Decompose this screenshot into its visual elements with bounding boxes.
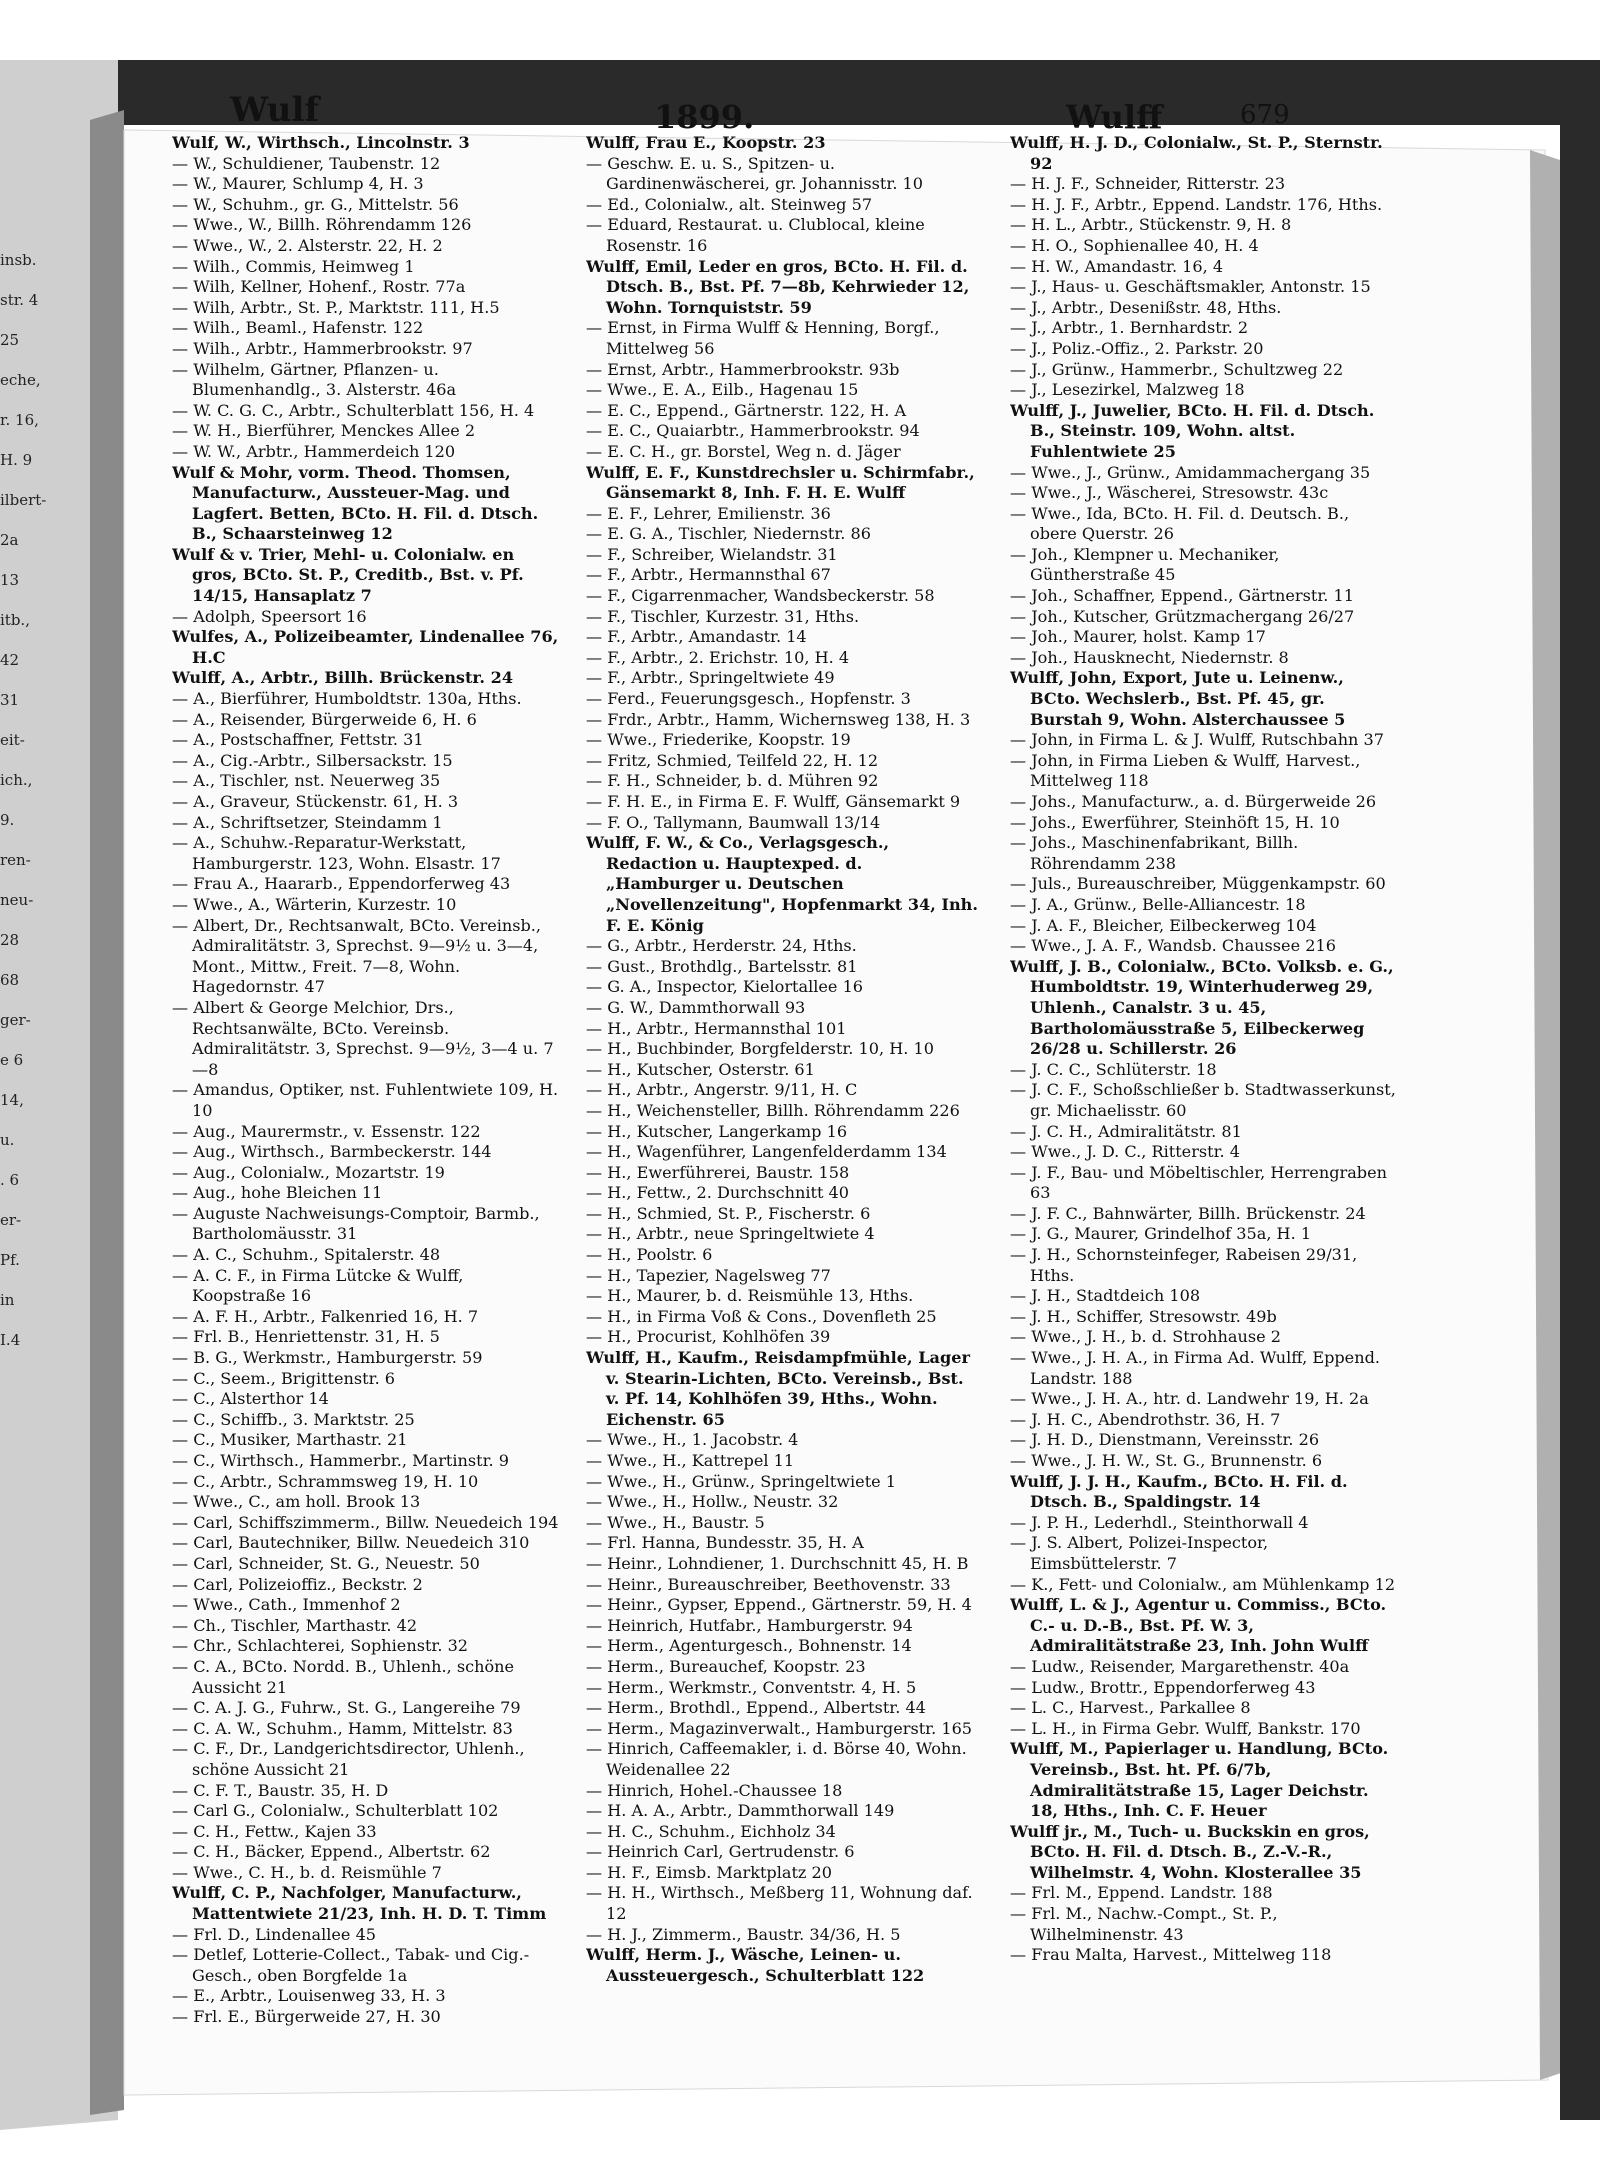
margin-fragment: neu- (0, 891, 34, 909)
directory-entry: — E., Arbtr., Louisenweg 33, H. 3 (172, 1986, 446, 2006)
directory-entry: — Aug., Colonialw., Mozartstr. 19 (172, 1162, 445, 1182)
directory-entry: — H., Kutscher, Osterstr. 61 (586, 1059, 815, 1079)
directory-entry: — Wwe., J. H. W., St. G., Brunnenstr. 6 (1010, 1451, 1323, 1470)
directory-entry: — Albert & George Melchior, Drs., Rechtsanwälte, BCto. Vereinsb. Admiralitätstr. 3, Sprechst. 9—9½, 3—4 u. 7—8 (172, 997, 554, 1079)
directory-entry: — J. S. Albert, Polizei-Inspector, Eimsbüttelerstr. 7 (1010, 1533, 1269, 1573)
directory-entry: Wulff, J. J. H., Kaufm., BCto. H. Fil. d. Dtsch. B., Spaldingstr. 14 (1010, 1471, 1348, 1512)
directory-entry: — Wilh., Commis, Heimweg 1 (172, 256, 415, 276)
directory-entry: — Wwe., J. A. F., Wandsb. Chaussee 216 (1010, 936, 1336, 956)
directory-entry: — H. J., Zimmerm., Baustr. 34/36, H. 5 (586, 1924, 901, 1944)
directory-entry: — Detlef, Lotterie-Collect., Tabak- und Cig.-Gesch., oben Borgfelde 1a (172, 1945, 530, 1985)
directory-entry: — Wwe., J. D. C., Ritterstr. 4 (1010, 1142, 1241, 1162)
directory-column-2 (586, 133, 981, 2038)
directory-entry: — C. A., BCto. Nordd. B., Uhlenh., schöne Aussicht 21 (172, 1656, 515, 1697)
directory-entry: — W. W., Arbtr., Hammerdeich 120 (172, 441, 456, 461)
directory-entry: — F., Arbtr., 2. Erichstr. 10, H. 4 (586, 647, 850, 667)
margin-fragment: in (0, 1291, 15, 1309)
directory-column-1 (172, 133, 562, 2038)
directory-entry: — Chr., Schlachterei, Sophienstr. 32 (172, 1636, 469, 1656)
scanner-bed-right (1560, 60, 1600, 2120)
directory-entry: — Wwe., J. H. A., htr. d. Landwehr 19, H. 2a (1010, 1389, 1369, 1409)
directory-entry: — J., Haus- u. Geschäftsmakler, Antonstr. 15 (1010, 277, 1371, 297)
directory-entry: — H., Procurist, Kohlhöfen 39 (586, 1327, 831, 1347)
directory-entry: — Eduard, Restaurat. u. Clublocal, kleine Rosenstr. 16 (586, 215, 925, 255)
directory-entry: — Wilh., Beaml., Hafenstr. 122 (172, 318, 424, 338)
directory-entry: Wulf & Mohr, vorm. Theod. Thomsen, Manufacturw., Aussteuer-Mag. und Lagfert. Betten, BCto. H. Fil. d. Dtsch. B., Schaarsteinweg 12 (172, 462, 539, 544)
directory-entry: — Ferd., Feuerungsgesch., Hopfenstr. 3 (586, 689, 911, 709)
directory-entry: — H., Ewerführerei, Baustr. 158 (586, 1162, 850, 1182)
directory-entry: — H. L., Arbtr., Stückenstr. 9, H. 8 (1010, 215, 1292, 235)
directory-entry: Wulff, A., Arbtr., Billh. Brückenstr. 24 (172, 668, 514, 688)
directory-entry: Wulff, C. P., Nachfolger, Manufacturw., Mattentwiete 21/23, Inh. H. D. T. Timm (172, 1883, 547, 1924)
directory-entry: — G., Arbtr., Herderstr. 24, Hths. (586, 936, 857, 956)
directory-entry: — A., Bierführer, Humboldtstr. 130a, Hths. (172, 689, 522, 709)
directory-entry: — John, in Firma L. & J. Wulff, Rutschbahn 37 (1010, 730, 1385, 750)
directory-entry: — J. G., Maurer, Grindelhof 35a, H. 1 (1010, 1224, 1312, 1244)
directory-entry: — Ludw., Brottr., Eppendorferweg 43 (1010, 1677, 1316, 1697)
directory-entry: — H., Arbtr., Hermannsthal 101 (586, 1018, 847, 1038)
directory-entry: — H., Wagenführer, Langenfelderdamm 134 (586, 1142, 947, 1162)
directory-entry: — E. F., Lehrer, Emilienstr. 36 (586, 503, 831, 523)
margin-fragment: ren- (0, 851, 31, 869)
directory-entry: — Wwe., Cath., Immenhof 2 (172, 1595, 401, 1615)
margin-fragment: H. 9 (0, 451, 33, 469)
directory-entry: — Wwe., C. H., b. d. Reismühle 7 (172, 1862, 442, 1882)
margin-fragment: ich., (0, 771, 33, 789)
directory-entry: — Auguste Nachweisungs-Comptoir, Barmb., Bartholomäusstr. 31 (172, 1203, 540, 1244)
directory-entry: — C., Musiker, Marthastr. 21 (172, 1430, 408, 1450)
directory-entry: — J. F., Bau- und Möbeltischler, Herrengraben 63 (1010, 1162, 1387, 1203)
directory-entry: — C. H., Bäcker, Eppend., Albertstr. 62 (172, 1842, 491, 1862)
directory-entry: — J. F. C., Bahnwärter, Billh. Brückenstr. 24 (1010, 1203, 1366, 1223)
directory-entry: — A., Schuhw.-Reparatur-Werkstatt, Hamburgerstr. 123, Wohn. Elsastr. 17 (172, 833, 501, 873)
directory-entry: — H., Tapezier, Nagelsweg 77 (586, 1265, 831, 1285)
directory-entry: — J. A. F., Bleicher, Eilbeckerweg 104 (1010, 915, 1317, 935)
directory-entry: — Frl. B., Henriettenstr. 31, H. 5 (172, 1327, 440, 1347)
directory-entry: — Heinr., Bureauschreiber, Beethovenstr. 33 (586, 1574, 951, 1594)
directory-entry: — Frl. E., Bürgerweide 27, H. 30 (172, 2007, 441, 2027)
directory-entry: — B. G., Werkmstr., Hamburgerstr. 59 (172, 1348, 483, 1368)
book-spine (90, 110, 124, 2115)
directory-entry: — Wwe., W., 2. Alsterstr. 22, H. 2 (172, 235, 443, 255)
directory-entry: — Wilh, Arbtr., St. P., Marktstr. 111, H.5 (172, 297, 500, 317)
directory-entry: Wulff jr., M., Tuch- u. Buckskin en gros, BCto. H. Fil. d. Dtsch. B., Z.-V.-R., Wilhelmstr. 4, Wohn. Klosterallee 35 (1010, 1821, 1370, 1882)
directory-entry: Wulff, L. & J., Agentur u. Commiss., BCto. C.- u. D.-B., Bst. Pf. W. 3, Admiralitätstraße 23, Inh. John Wulff (1010, 1595, 1387, 1656)
directory-entry: — C., Alsterthor 14 (172, 1389, 329, 1409)
directory-entry: — F. H., Schneider, b. d. Mühren 92 (586, 771, 879, 791)
directory-entry: — Frau Malta, Harvest., Mittelweg 118 (1010, 1945, 1332, 1965)
directory-entry: — Geschw. E. u. S., Spitzen- u. Gardinenwäscherei, gr. Johannisstr. 10 (586, 153, 924, 194)
directory-entry: — J. H. C., Abendrothstr. 36, H. 7 (1010, 1409, 1281, 1429)
directory-entry: — F. H. E., in Firma E. F. Wulff, Gänsemarkt 9 (586, 792, 961, 811)
directory-entry: — H., Poolstr. 6 (586, 1245, 713, 1265)
directory-entry: — Wwe., H., Baustr. 5 (586, 1512, 765, 1532)
directory-entry: — W., Maurer, Schlump 4, H. 3 (172, 174, 424, 194)
directory-entry: — Joh., Kutscher, Grützmachergang 26/27 (1010, 606, 1355, 626)
directory-entry: Wulff, J. B., Colonialw., BCto. Volksb. e. G., Humboldtstr. 19, Winterhuderweg 29, Uhlenh., Canalstr. 3 u. 45, Bartholomäusstraße 5, Eilbeckerweg 26/28 u. Schillerstr. 26 (1010, 956, 1394, 1059)
directory-entry: — H. O., Sophienallee 40, H. 4 (1010, 235, 1259, 255)
directory-entry: Wulff, H. J. D., Colonialw., St. P., Sternstr. 92 (1010, 133, 1383, 173)
directory-entry: — Wilhelm, Gärtner, Pflanzen- u. Blumenhandlg., 3. Alsterstr. 46a (172, 359, 457, 400)
directory-entry: — K., Fett- und Colonialw., am Mühlenkamp 12 (1010, 1574, 1396, 1594)
directory-entry: Wulff, M., Papierlager u. Handlung, BCto. Vereinsb., Bst. ht. Pf. 6/7b, Admiralitätstraße 15, Lager Deichstr. 18, Hths., Inh. C. F. Heuer (1010, 1739, 1389, 1821)
directory-entry: — E. C. H., gr. Borstel, Weg n. d. Jäger (586, 441, 901, 461)
directory-entry: — C. A. J. G., Fuhrw., St. G., Langereihe 79 (172, 1698, 521, 1718)
running-head-left: Wulf (230, 90, 320, 130)
margin-fragment: str. 4 (0, 291, 39, 309)
directory-entry: — W. C. G. C., Arbtr., Schulterblatt 156, H. 4 (172, 400, 535, 420)
directory-entry: — Ed., Colonialw., alt. Steinweg 57 (586, 194, 873, 214)
facing-page-margin-text (0, 250, 52, 2100)
directory-entry: — Fritz, Schmied, Teilfeld 22, H. 12 (586, 750, 879, 770)
directory-entry: — C., Wirthsch., Hammerbr., Martinstr. 9 (172, 1451, 510, 1470)
directory-entry: — L. C., Harvest., Parkallee 8 (1010, 1698, 1251, 1718)
directory-entry: — Joh., Hausknecht, Niedernstr. 8 (1010, 647, 1289, 667)
directory-entry: — H. A. A., Arbtr., Dammthorwall 149 (586, 1801, 895, 1821)
running-head-year: 1899. (654, 98, 755, 136)
directory-column-3 (1010, 133, 1398, 2038)
directory-entry: — J. H., Schornsteinfeger, Rabeisen 29/31, Hths. (1010, 1245, 1358, 1285)
directory-entry: — A., Reisender, Bürgerweide 6, H. 6 (172, 709, 477, 729)
directory-entry: — J. P. H., Lederhdl., Steinthorwall 4 (1010, 1512, 1309, 1532)
directory-entry: — Amandus, Optiker, nst. Fuhlentwiete 109, H. 10 (172, 1080, 559, 1120)
directory-entry: — Hinrich, Caffeemakler, i. d. Börse 40, Wohn. Weidenallee 22 (586, 1739, 967, 1779)
directory-entry: — Joh., Maurer, holst. Kamp 17 (1010, 627, 1266, 647)
directory-entry: Wulf, W., Wirthsch., Lincolnstr. 3 (172, 133, 470, 152)
directory-entry: Wulf & v. Trier, Mehl- u. Colonialw. en gros, BCto. St. P., Creditb., Bst. v. Pf. 14/15, Hansaplatz 7 (172, 544, 524, 606)
directory-entry: Wulff, F. W., & Co., Verlagsgesch., Redaction u. Hauptexped. d. „Hamburger u. Deutschen „Novellenzeitung", Hopfenmarkt 34, Inh. F. E. König (586, 833, 978, 935)
directory-entry: — C., Schiffb., 3. Marktstr. 25 (172, 1409, 415, 1429)
directory-entry: — Wwe., A., Wärterin, Kurzestr. 10 (172, 894, 457, 914)
directory-entry: — Frau A., Haararb., Eppendorferweg 43 (172, 874, 511, 894)
directory-entry: Wulff, John, Export, Jute u. Leinenw., BCto. Wechslerb., Bst. Pf. 45, gr. Burstah 9, Wohn. Alsterchaussee 5 (1010, 668, 1346, 729)
directory-entry: — H., Weichensteller, Billh. Röhrendamm 226 (586, 1100, 960, 1120)
margin-fragment: 31 (0, 691, 20, 709)
directory-entry: — H., Kutscher, Langerkamp 16 (586, 1121, 848, 1141)
directory-entry: — Ch., Tischler, Marthastr. 42 (172, 1615, 418, 1635)
directory-entry: — G. W., Dammthorwall 93 (586, 997, 806, 1017)
directory-entry: — Wwe., Friederike, Koopstr. 19 (586, 730, 851, 750)
directory-entry: Wulff, Herm. J., Wäsche, Leinen- u. Aussteuergesch., Schulterblatt 122 (586, 1945, 925, 1985)
directory-entry: — F., Schreiber, Wielandstr. 31 (586, 544, 838, 564)
directory-entry: Wulfes, A., Polizeibeamter, Lindenallee 76, H.C (172, 627, 559, 667)
directory-entry: — J., Poliz.-Offiz., 2. Parkstr. 20 (1010, 338, 1264, 358)
margin-fragment: u. (0, 1131, 15, 1149)
directory-entry: — Joh., Schaffner, Eppend., Gärtnerstr. 11 (1010, 586, 1354, 606)
margin-fragment: ger- (0, 1011, 31, 1029)
directory-entry: — A. F. H., Arbtr., Falkenried 16, H. 7 (172, 1306, 479, 1326)
directory-entry: — Carl, Bautechniker, Billw. Neuedeich 310 (172, 1533, 530, 1553)
directory-entry: — H., Arbtr., Angerstr. 9/11, H. C (586, 1080, 858, 1100)
directory-entry: — John, in Firma Lieben & Wulff, Harvest., Mittelweg 118 (1010, 750, 1361, 791)
directory-entry: — H., in Firma Voß & Cons., Dovenfleth 25 (586, 1306, 937, 1326)
directory-entry: — A., Cig.-Arbtr., Silbersackstr. 15 (172, 750, 453, 770)
directory-entry: — W., Schuhm., gr. G., Mittelstr. 56 (172, 194, 459, 214)
directory-entry: — Wilh, Kellner, Hohenf., Rostr. 77a (172, 277, 466, 297)
directory-entry: — Johs., Maschinenfabrikant, Billh. Röhrendamm 238 (1010, 833, 1299, 873)
directory-entry: — H. J. F., Arbtr., Eppend. Landstr. 176, Hths. (1010, 194, 1383, 214)
directory-entry: — J., Arbtr., Desenißstr. 48, Hths. (1010, 297, 1282, 317)
margin-fragment: itb., (0, 611, 30, 629)
directory-entry: — F., Arbtr., Springeltwiete 49 (586, 668, 835, 688)
running-head-right: Wulff (1066, 98, 1163, 136)
directory-entry: — Heinr., Gypser, Eppend., Gärtnerstr. 59, H. 4 (586, 1595, 972, 1615)
directory-entry: — H. J. F., Schneider, Ritterstr. 23 (1010, 174, 1286, 194)
directory-entry: — H., Maurer, b. d. Reismühle 13, Hths. (586, 1286, 914, 1306)
directory-entry: Wulff, E. F., Kunstdrechsler u. Schirmfabr., Gänsemarkt 8, Inh. F. H. E. Wulff (586, 462, 975, 503)
directory-entry: — H. F., Eimsb. Marktplatz 20 (586, 1862, 833, 1882)
directory-entry: — Frl. Hanna, Bundesstr. 35, H. A (586, 1533, 864, 1553)
margin-fragment: 9. (0, 811, 15, 829)
directory-entry: — W. H., Bierführer, Menckes Allee 2 (172, 421, 476, 441)
directory-entry: — Frdr., Arbtr., Hamm, Wichernsweg 138, H. 3 (586, 709, 971, 729)
directory-entry: — Herm., Agenturgesch., Bohnenstr. 14 (586, 1636, 912, 1656)
directory-entry: — Wwe., H., Grünw., Springeltwiete 1 (586, 1471, 897, 1491)
directory-entry: — E. G. A., Tischler, Niedernstr. 86 (586, 524, 872, 544)
directory-entry: — A., Tischler, nst. Neuerweg 35 (172, 771, 441, 791)
directory-entry: — A., Graveur, Stückenstr. 61, H. 3 (172, 792, 459, 811)
directory-entry: — Wwe., J. H. A., in Firma Ad. Wulff, Eppend. Landstr. 188 (1010, 1348, 1380, 1388)
directory-entry: — Carl, Polizeioffiz., Beckstr. 2 (172, 1574, 423, 1594)
directory-entry: — J., Lesezirkel, Malzweg 18 (1010, 380, 1245, 400)
directory-entry: — Ludw., Reisender, Margarethenstr. 40a (1010, 1656, 1350, 1676)
margin-fragment: e 6 (0, 1051, 24, 1069)
directory-entry: — J., Grünw., Hammerbr., Schultzweg 22 (1010, 359, 1344, 379)
directory-entry: — H., Buchbinder, Borgfelderstr. 10, H. 10 (586, 1039, 934, 1059)
margin-fragment: 28 (0, 931, 20, 949)
directory-entry: — Wwe., H., 1. Jacobstr. 4 (586, 1430, 799, 1450)
margin-fragment: 68 (0, 971, 20, 989)
margin-fragment: insb. (0, 251, 37, 269)
directory-entry: — Albert, Dr., Rechtsanwalt, BCto. Vereinsb., Admiralitätstr. 3, Sprechst. 9—9½ u. 3—4, Mont., Mittw., Freit. 7—8, Wohn. Hagedornstr. 47 (172, 915, 542, 997)
margin-fragment: eche, (0, 371, 41, 389)
directory-entry: — H., Arbtr., neue Springeltwiete 4 (586, 1224, 875, 1244)
directory-entry: — J., Arbtr., 1. Bernhardstr. 2 (1010, 318, 1249, 338)
directory-entry: — J. A., Grünw., Belle-Alliancestr. 18 (1010, 894, 1306, 914)
page-number: 679 (1240, 100, 1290, 130)
directory-entry: — Herm., Bureauchef, Koopstr. 23 (586, 1656, 866, 1676)
directory-entry: — Herm., Brothdl., Eppend., Albertstr. 44 (586, 1698, 926, 1718)
directory-entry: — Wwe., C., am holl. Brook 13 (172, 1492, 421, 1512)
directory-entry: — Wwe., H., Hollw., Neustr. 32 (586, 1492, 839, 1512)
directory-entry: — Juls., Bureauschreiber, Müggenkampstr. 60 (1010, 874, 1386, 894)
directory-entry: — Adolph, Speersort 16 (172, 606, 367, 626)
directory-entry: — W., Schuldiener, Taubenstr. 12 (172, 153, 441, 173)
directory-entry: Wulff, Emil, Leder en gros, BCto. H. Fil. d. Dtsch. B., Bst. Pf. 7—8b, Kehrwieder 12, Wohn. Tornquiststr. 59 (586, 256, 970, 317)
directory-entry: — L. H., in Firma Gebr. Wulff, Bankstr. 170 (1010, 1718, 1361, 1738)
directory-entry: — Frl. M., Nachw.-Compt., St. P., Wilhelminenstr. 43 (1010, 1904, 1278, 1944)
directory-entry: — Wwe., J., Wäscherei, Stresowstr. 43c (1010, 483, 1329, 503)
margin-fragment: 42 (0, 651, 20, 669)
directory-entry: — Herm., Werkmstr., Conventstr. 4, H. 5 (586, 1677, 917, 1697)
margin-fragment: 13 (0, 571, 20, 589)
directory-entry: — C. F. T., Baustr. 35, H. D (172, 1780, 389, 1800)
directory-entry: — F., Cigarrenmacher, Wandsbeckerstr. 58 (586, 586, 935, 606)
margin-fragment: ilbert- (0, 491, 47, 509)
directory-entry: — F., Arbtr., Hermannsthal 67 (586, 565, 831, 585)
directory-entry: — Wwe., E. A., Eilb., Hagenau 15 (586, 380, 859, 400)
directory-entry: — H., Schmied, St. P., Fischerstr. 6 (586, 1203, 871, 1223)
directory-entry: Wulff, H., Kaufm., Reisdampfmühle, Lager v. Stearin-Lichten, BCto. Vereinsb., Bst. v. Pf. 14, Kohlhöfen 39, Hths., Wohn. Eichenstr. 65 (586, 1348, 970, 1429)
directory-entry: — C., Seem., Brigittenstr. 6 (172, 1368, 396, 1388)
directory-entry: — A., Schriftsetzer, Steindamm 1 (172, 812, 443, 832)
directory-entry: — A. C. F., in Firma Lütcke & Wulff, Koopstraße 16 (172, 1265, 464, 1306)
directory-entry: — Heinr., Lohndiener, 1. Durchschnitt 45, H. B (586, 1553, 969, 1573)
directory-entry: — Aug., Maurermstr., v. Essenstr. 122 (172, 1121, 481, 1141)
directory-entry: — Heinrich, Hutfabr., Hamburgerstr. 94 (586, 1615, 913, 1635)
directory-entry: — H. C., Schuhm., Eichholz 34 (586, 1821, 836, 1841)
directory-entry: — H. H., Wirthsch., Meßberg 11, Wohnung daf. 12 (586, 1883, 973, 1924)
directory-entry: — A. C., Schuhm., Spitalerstr. 48 (172, 1245, 441, 1265)
directory-entry: — C. F., Dr., Landgerichtsdirector, Uhlenh., schöne Aussicht 21 (172, 1739, 525, 1779)
directory-entry: — Frl. M., Eppend. Landstr. 188 (1010, 1883, 1273, 1903)
directory-entry: — Wwe., H., Kattrepel 11 (586, 1451, 795, 1470)
directory-entry: — Wilh., Arbtr., Hammerbrookstr. 97 (172, 338, 473, 358)
directory-entry: — J. C. F., Schoßschließer b. Stadtwasserkunst, gr. Michaelisstr. 60 (1010, 1080, 1396, 1120)
directory-entry: — F., Arbtr., Amandastr. 14 (586, 627, 807, 647)
directory-entry: — Wwe., W., Billh. Röhrendamm 126 (172, 215, 472, 235)
directory-entry: — Aug., Wirthsch., Barmbeckerstr. 144 (172, 1142, 492, 1162)
directory-entry: — G. A., Inspector, Kielortallee 16 (586, 977, 864, 997)
margin-fragment: 2a (0, 531, 19, 549)
margin-fragment: Pf. (0, 1251, 20, 1269)
directory-entry: — Johs., Manufacturw., a. d. Bürgerweide 26 (1010, 792, 1377, 811)
directory-entry: Wulff, J., Juwelier, BCto. H. Fil. d. Dtsch. B., Steinstr. 109, Wohn. altst. Fuhlentwiete 25 (1010, 400, 1375, 461)
margin-fragment: I.4 (0, 1331, 21, 1349)
directory-entry: — A., Postschaffner, Fettstr. 31 (172, 730, 424, 750)
directory-entry: — Wwe., J., Grünw., Amidammachergang 35 (1010, 462, 1371, 482)
directory-entry: — Wwe., Ida, BCto. H. Fil. d. Deutsch. B., obere Querstr. 26 (1010, 503, 1350, 544)
directory-entry: — H., Fettw., 2. Durchschnitt 40 (586, 1183, 850, 1203)
directory-entry: — Aug., hohe Bleichen 11 (172, 1183, 383, 1203)
directory-entry: — F. O., Tallymann, Baumwall 13/14 (586, 812, 881, 832)
directory-entry: — Herm., Magazinverwalt., Hamburgerstr. 165 (586, 1718, 973, 1738)
directory-entry: — E. C., Eppend., Gärtnerstr. 122, H. A (586, 400, 907, 420)
directory-entry: — Frl. D., Lindenallee 45 (172, 1924, 377, 1944)
margin-fragment: 25 (0, 331, 20, 349)
directory-entry: — C. A. W., Schuhm., Hamm, Mittelstr. 83 (172, 1718, 513, 1738)
directory-entry: — Carl, Schneider, St. G., Neuestr. 50 (172, 1553, 480, 1573)
directory-entry: — Heinrich Carl, Gertrudenstr. 6 (586, 1842, 855, 1862)
directory-entry: — J. H., Schiffer, Stresowstr. 49b (1010, 1306, 1277, 1326)
directory-entry: — Joh., Klempner u. Mechaniker, Güntherstraße 45 (1010, 544, 1280, 585)
directory-entry: — J. C. C., Schlüterstr. 18 (1010, 1059, 1217, 1079)
directory-entry: — H. W., Amandastr. 16, 4 (1010, 256, 1224, 276)
margin-fragment: r. 16, (0, 411, 39, 429)
directory-entry: — E. C., Quaiarbtr., Hammerbrookstr. 94 (586, 421, 920, 441)
directory-entry: — Ernst, Arbtr., Hammerbrookstr. 93b (586, 359, 900, 379)
directory-entry: — Gust., Brothdlg., Bartelsstr. 81 (586, 956, 858, 976)
directory-entry: — C., Arbtr., Schrammsweg 19, H. 10 (172, 1471, 479, 1491)
directory-entry: — Carl, Schiffszimmerm., Billw. Neuedeich 194 (172, 1512, 559, 1532)
directory-entry: — Hinrich, Hohel.-Chaussee 18 (586, 1780, 843, 1800)
margin-fragment: 14, (0, 1091, 24, 1109)
margin-fragment: . 6 (0, 1171, 20, 1189)
directory-entry: — Wwe., J. H., b. d. Strohhause 2 (1010, 1327, 1281, 1347)
directory-entry: — Ernst, in Firma Wulff & Henning, Borgf., Mittelweg 56 (586, 318, 940, 358)
directory-entry: — J. H. D., Dienstmann, Vereinsstr. 26 (1010, 1430, 1320, 1450)
directory-entry: Wulff, Frau E., Koopstr. 23 (586, 133, 826, 152)
directory-entry: — J. C. H., Admiralitätstr. 81 (1010, 1121, 1242, 1141)
margin-fragment: eit- (0, 731, 25, 749)
directory-entry: — Carl G., Colonialw., Schulterblatt 102 (172, 1801, 499, 1821)
directory-entry: — F., Tischler, Kurzestr. 31, Hths. (586, 606, 860, 626)
directory-entry: — C. H., Fettw., Kajen 33 (172, 1821, 377, 1841)
directory-entry: — Johs., Ewerführer, Steinhöft 15, H. 10 (1010, 812, 1340, 832)
margin-fragment: er- (0, 1211, 22, 1229)
directory-entry: — J. H., Stadtdeich 108 (1010, 1286, 1201, 1306)
